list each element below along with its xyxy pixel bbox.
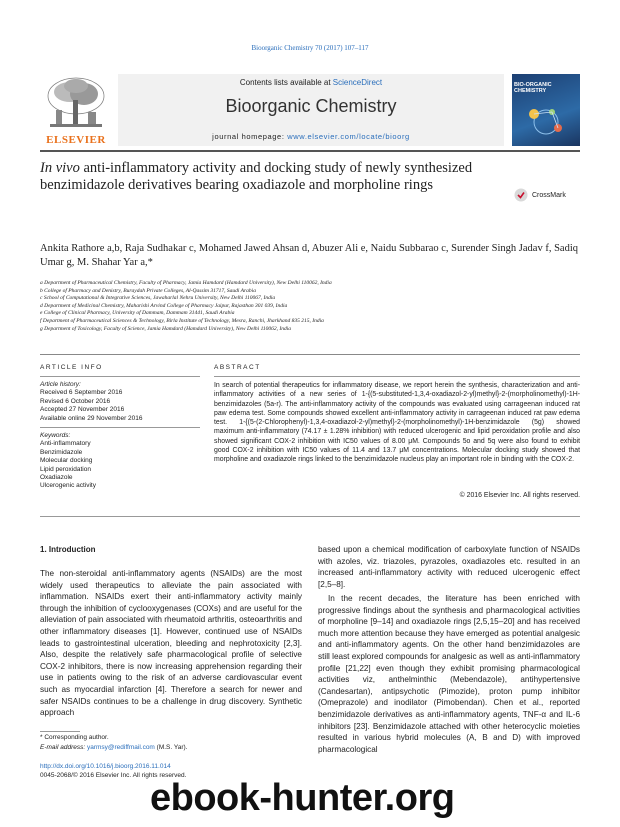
elsevier-tree-icon [40, 74, 112, 134]
keyword-item: Lipid peroxidation [40, 465, 91, 473]
homepage-prefix: journal homepage: [212, 132, 288, 141]
crossmark-label: CrossMark [532, 191, 566, 199]
history-label: Article history: [40, 381, 81, 388]
keyword-item: Anti-inflammatory [40, 440, 91, 448]
affiliation-item: f Department of Pharmaceutical Sciences & Technology, Birla Institute of Technology, Mesra, Ranchi, Jharkhand 835 215, India [40, 317, 324, 324]
crossmark-icon [514, 188, 528, 202]
affiliation-item: d Department of Medicinal Chemistry, Maharishi Arvind College of Pharmacy Jaipur, Rajasthan 301 039, India [40, 302, 288, 309]
email-link[interactable]: yarmsy@rediffmail.com [86, 744, 155, 751]
keyword-item: Ulcerogenic activity [40, 482, 96, 490]
publisher-name: ELSEVIER [46, 134, 106, 146]
body-column-left: The non-steroidal anti-inflammatory agents (NSAIDs) are the most widely used therapeutics to alleviate the pain associated with inflammation. NSAIDs exert their anti-inflammatory activity mainly through the inhibition of cyclooxygenases (COXs) and are useful for the alleviation of pain associated with rheumatoid arthritis, osteoarthritis and other inflammatory diseases [1]. However, continued use of NSAIDs leads to gastrointestinal ulceration, bleeding and nephrotoxicity [2,3]. Also, despite the relatively safe pharmacological profile of selective COX-2 inhibitors, there is now increasing apprehension regarding their use in patients owing to the risk of an adverse cardiovascular event such as myocardial infarction [4]. Therefore a search for newer and safer NSAIDs continues to be a challenge in drug discovery. Synthetic approach [40, 569, 302, 718]
affiliation-item: c School of Computational & Integrative Sciences, Jawaharlal Nehru University, New Delhi 110067, India [40, 295, 276, 302]
section-divider [40, 354, 580, 355]
title-main-part: anti-inflammatory activity and docking study of newly synthesized benzimidazole derivatives bearing oxadiazole and morpholine rings [40, 160, 473, 193]
contents-line [118, 78, 504, 87]
article-info-heading: ARTICLE INFO [40, 364, 103, 371]
keywords-rule [40, 427, 200, 428]
article-title [40, 160, 480, 194]
title-italic-part: In vivo [40, 160, 80, 176]
history-item: Received 6 September 2016 [40, 389, 123, 397]
journal-reference[interactable]: Bioorganic Chemistry 70 (2017) 107–117 [251, 44, 369, 52]
abstract-text: In search of potential therapeutics for inflammatory disease, we report herein the synthesis, characterization and anti-inflammatory activities of a new series of 1-{(5-substituted-1,3,4-oxadiazol-2-yl)methyl}-2-(morpholinomethyl)-1H-benzimidazoles (5a-r). The anti-inflammatory activity of the compounds was evaluated using carrageenan induced rat paw edema test. Some compounds showed excellent anti-inflammatory activity in carrageenan induced rat paw edema test. 1-{(5-(2-Chlorophenyl)-1,3,4-oxadiazol-2-yl)methyl}-2-(morpholinomethyl)-1H-benzimidazole (5g) showed maximum anti-inflammatory (74.17 ± 1.28% inhibition) with reduced ulcerogenic and lipid peroxidation profile and also showed significant COX-2 inhibition with IC50 values of 8.00 μM. Compounds 5o and 5q were also found to exhibit good COX-2 inhibition with IC50 values of 11.4 and 13.7 μM concentrations. Molecular docking study showed that morpholine and oxadiazole rings linked to the benzimidazole nucleus play an important role in binding with the COX-2. [214, 382, 580, 464]
article-info-rule [40, 376, 200, 377]
history-item: Available online 29 November 2016 [40, 414, 143, 422]
history-item: Accepted 27 November 2016 [40, 406, 125, 414]
article-history [40, 381, 200, 423]
introduction-heading: 1. Introduction [40, 545, 96, 554]
body-column-right-p1: based upon a chemical modification of carboxylate function of NSAIDs with azoles, viz. triazoles, pyrazoles, oxadiazoles etc. resulted in an increased anti-inflammatory activity with reduced ulcerogenic effect [2,5–8]. [318, 545, 580, 589]
affiliation-item: e College of Clinical Pharmacy, University of Dammam, Dammam 31441, Saudi Arabia [40, 310, 235, 317]
keywords-block [40, 432, 200, 491]
affiliation-item: g Department of Toxicology, Faculty of Science, Jamia Hamdard (Hamdard University), New Delhi 110062, India [40, 325, 292, 332]
issn-line: 0045-2068/© 2016 Elsevier Inc. All rights reserved. [40, 772, 187, 779]
email-label: E-mail address: [40, 744, 87, 751]
homepage-link[interactable]: www.elsevier.com/locate/bioorg [287, 132, 410, 141]
email-suffix: (M.S. Yar). [154, 744, 188, 751]
journal-name: Bioorganic Chemistry [225, 96, 397, 116]
sciencedirect-link[interactable]: ScienceDirect [332, 78, 383, 87]
keyword-item: Oxadiazole [40, 474, 73, 482]
header-divider [40, 150, 580, 152]
abstract-rule [214, 376, 580, 377]
affiliation-item: a Department of Pharmaceutical Chemistry, Faculty of Pharmacy, Jamia Hamdard (Hamdard University), New Delhi 110062, India [40, 280, 332, 286]
watermark-text: ebook-hunter.org [150, 777, 455, 819]
corresponding-author: * Corresponding author. [40, 734, 109, 741]
doi-link[interactable]: http://dx.doi.org/10.1016/j.bioorg.2016.11.014 [40, 763, 171, 770]
history-item: Revised 6 October 2016 [40, 397, 111, 405]
copyright-notice: © 2016 Elsevier Inc. All rights reserved. [459, 492, 580, 499]
homepage-line [118, 132, 504, 141]
keywords-label: Keywords: [40, 432, 71, 439]
cover-title: BIO-ORGANIC CHEMISTRY [514, 82, 552, 94]
affiliation-item: b College of Pharmacy and Denistry, Buraydah Private Colleges, Al-Qassim 31717, Saudi Arabia [40, 287, 256, 294]
email-line [40, 744, 300, 753]
abstract-bottom-rule [40, 516, 580, 517]
abstract-heading: ABSTRACT [214, 364, 261, 371]
affiliation-list [40, 280, 585, 333]
author-list: Ankita Rathore a,b, Raja Sudhakar c, Mohamed Jawed Ahsan d, Abuzer Ali e, Naidu Subbarao c, Surender Singh Jadav f, Sadiq Umar g, M. Shahar Yar a,* [40, 243, 579, 268]
contents-prefix: Contents lists available at [239, 78, 333, 87]
footnote-rule [40, 731, 80, 732]
body-column-right-p2: In the recent decades, the literature has been enriched with progressive findings about the synthesis and pharmacological activities of morpholine [9–14] and oxadiazole rings [2,5,15–20] and has received much more attention because they have emerged as potential analgesic and anti-inflammatory agents. On the other hand benzimidazoles are still least explored compounds for analgesic as well as anti-inflammatory profile [21,22] even though they exhibit promising pharmacological activities viz, anthelminthic (Mebendazole), antihypertensive (Candesartan), antipsychotic (Pimozide), proton pump inhibitor (Omeprazole) and inodilator (Pimobendan). Chen et al., reported benzimidazole derivatives as anti-inflammatory agents, TNF-α and IL-6 inhibitors [23]. Benzimidazole attached with other heterocyclic moieties resulted in various hybrid molecules (A, B and D) with improved pharmacological [318, 594, 580, 754]
keyword-item: Molecular docking [40, 457, 93, 465]
keyword-item: Benzimidazole [40, 448, 83, 456]
crossmark-badge[interactable] [514, 186, 580, 200]
